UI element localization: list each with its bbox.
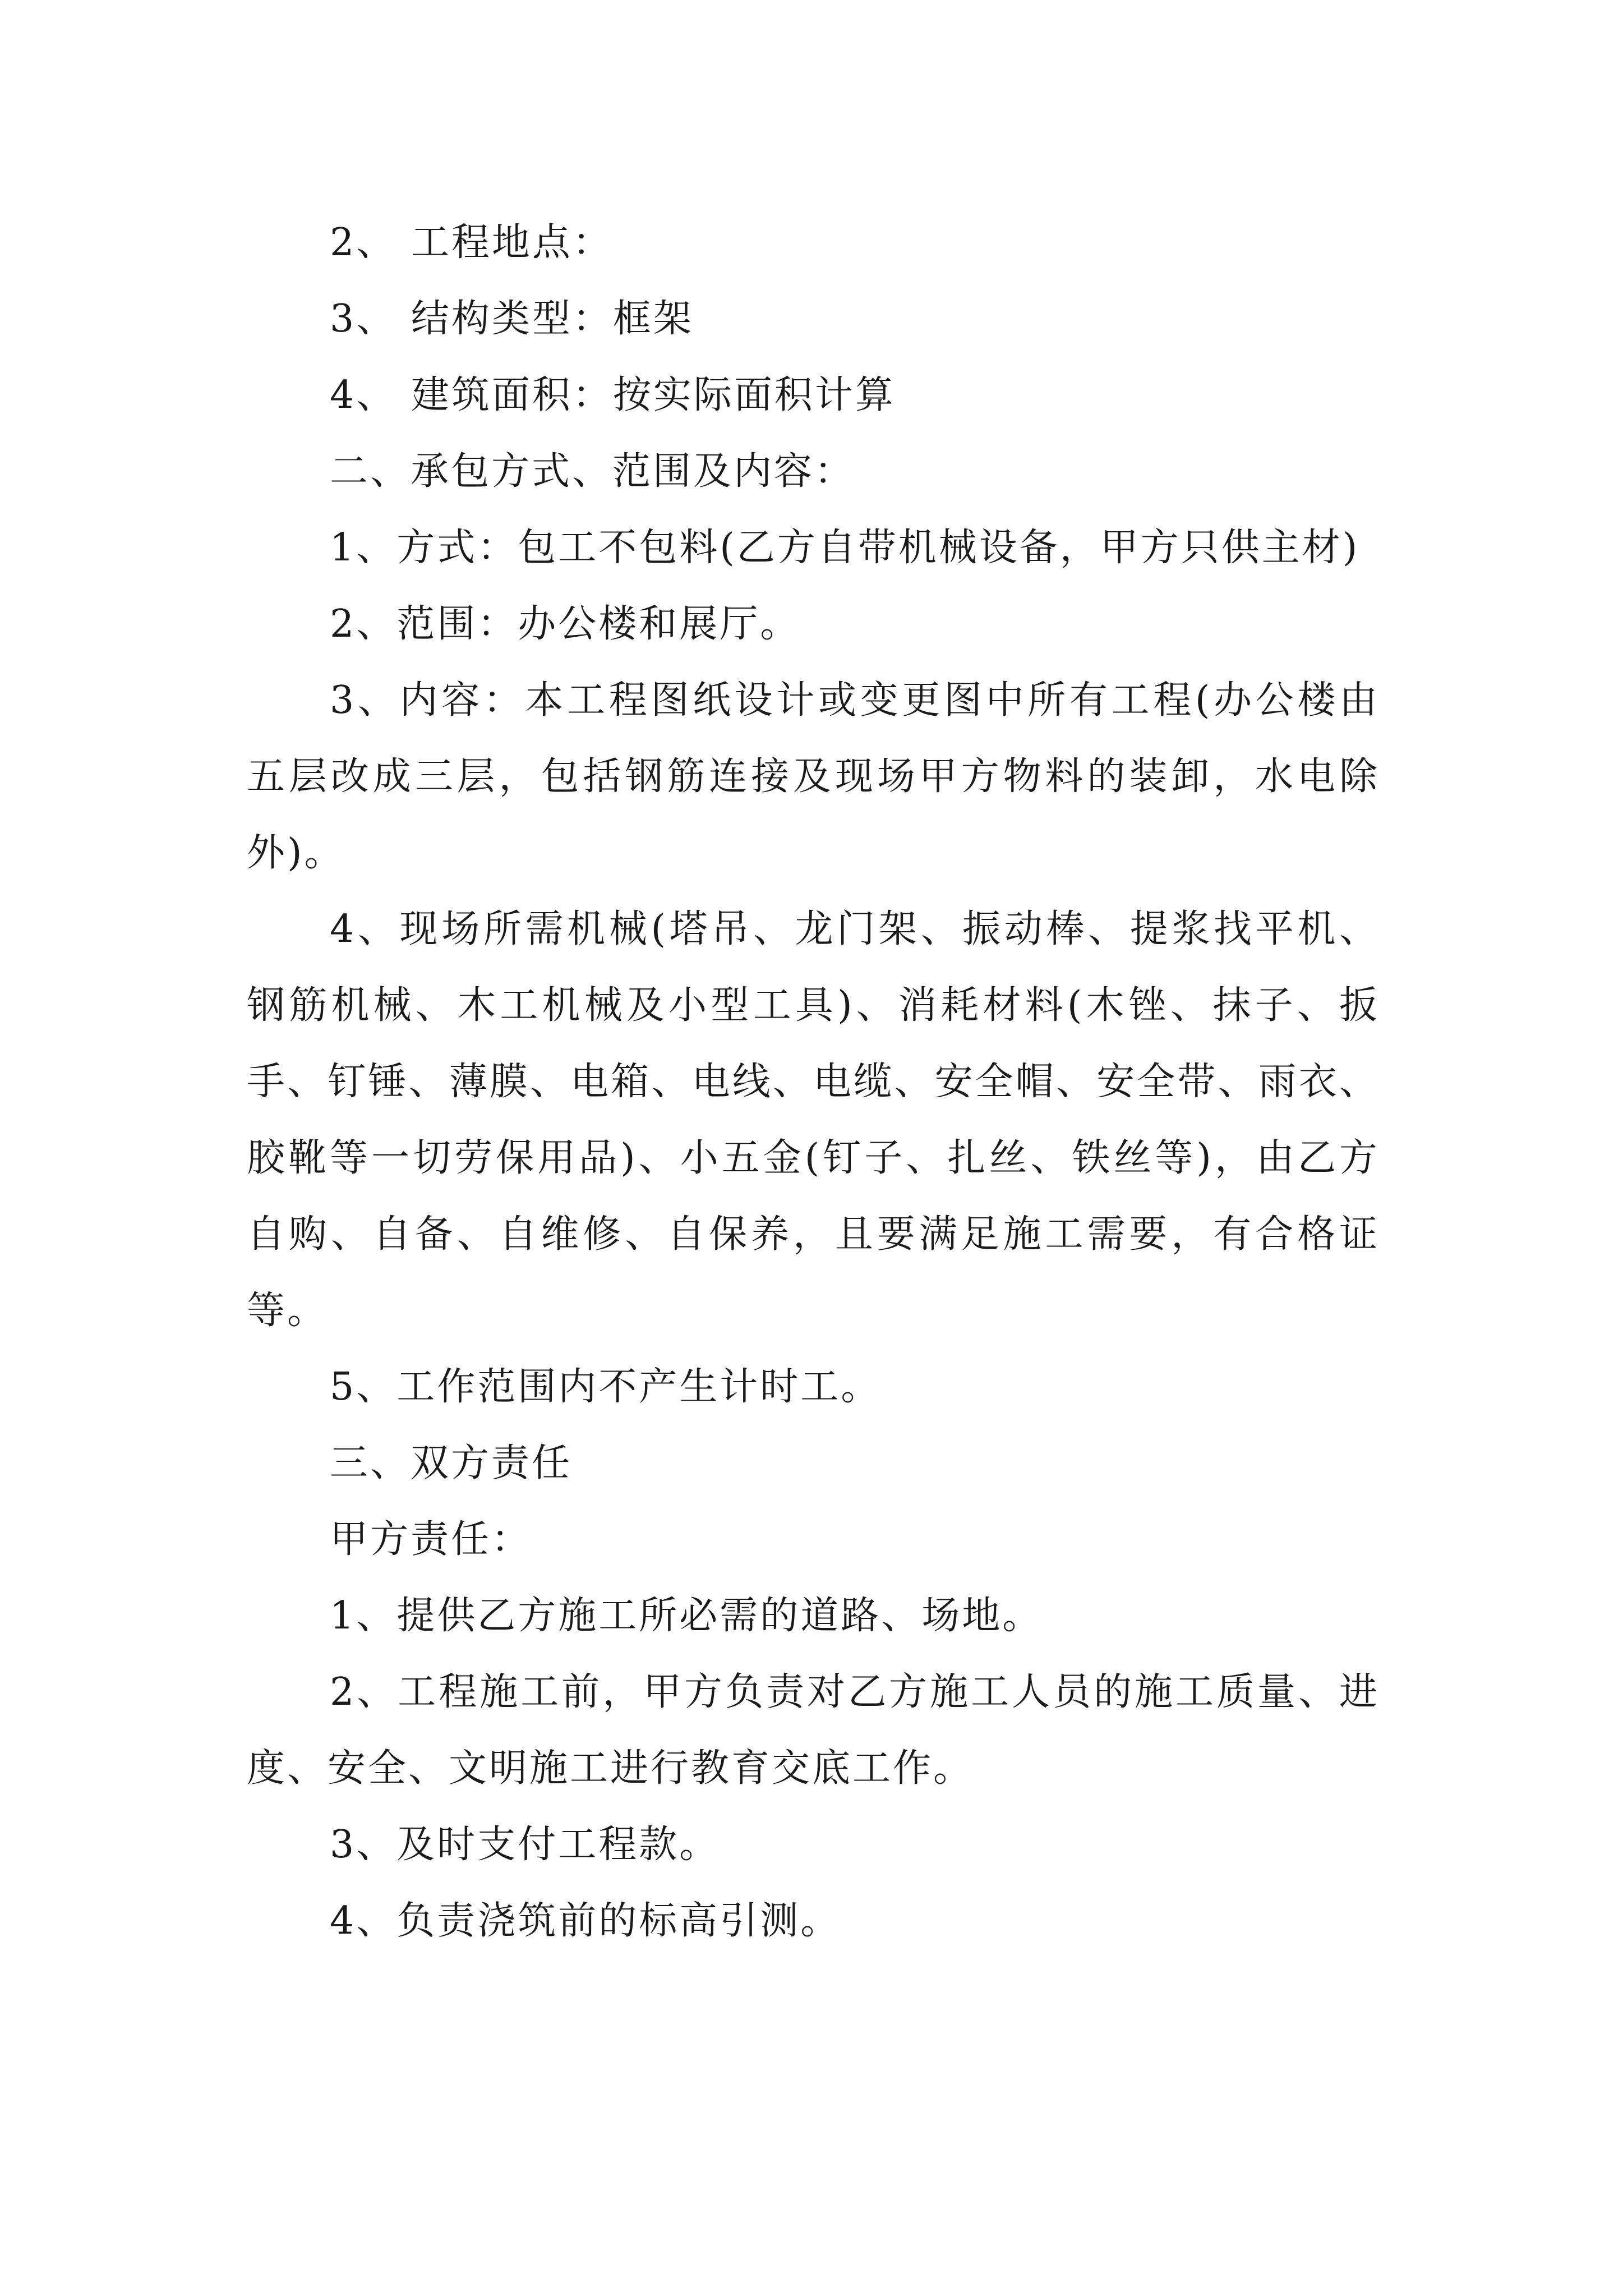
section-heading-contract-method: 二、承包方式、范围及内容： — [330, 449, 855, 494]
section-heading-responsibilities: 三、双方责任 — [330, 1441, 573, 1485]
paragraph-content: 3、内容：本工程图纸设计或变更图中所有工程(办公楼由五层改成三层，包括钢筋连接及现场甲方物料的装卸，水电除外)。 — [247, 678, 1380, 875]
paragraph-party-a-item-3: 3、及时支付工程款。 — [330, 1823, 720, 1867]
subheading-party-a: 甲方责任： — [330, 1517, 532, 1562]
paragraph-building-area: 4、 建筑面积：按实际面积计算 — [330, 373, 896, 417]
paragraph-structure-type: 3、 结构类型：框架 — [330, 297, 694, 341]
paragraph-scope: 2、范围：办公楼和展厅。 — [330, 602, 801, 646]
paragraph-party-a-item-1: 1、提供乙方施工所必需的道路、场地。 — [330, 1594, 1043, 1638]
paragraph-hourly-work: 5、工作范围内不产生计时工。 — [330, 1365, 882, 1409]
paragraph-party-a-item-4: 4、负责浇筑前的标高引测。 — [330, 1899, 841, 1943]
document-body — [247, 205, 1380, 1959]
paragraph-project-location: 2、 工程地点： — [330, 220, 613, 265]
paragraph-machinery: 4、现场所需机械(塔吊、龙门架、振动棒、提浆找平机、钢筋机械、木工机械及小型工具)、消耗材料(木锉、抹子、扳手、钉锤、薄膜、电箱、电线、电缆、安全帽、安全带、雨衣、胶靴等一切劳保用品)、小五金(钉子、扎丝、铁丝等)，由乙方自购、自备、自维修、自保养，且要满足施工需要，有合格证等。 — [247, 907, 1380, 1333]
paragraph-party-a-item-2: 2、工程施工前，甲方负责对乙方施工人员的施工质量、进度、安全、文明施工进行教育交底工作。 — [247, 1670, 1380, 1791]
paragraph-method: 1、方式：包工不包料(乙方自带机械设备，甲方只供主材) — [330, 526, 1360, 570]
